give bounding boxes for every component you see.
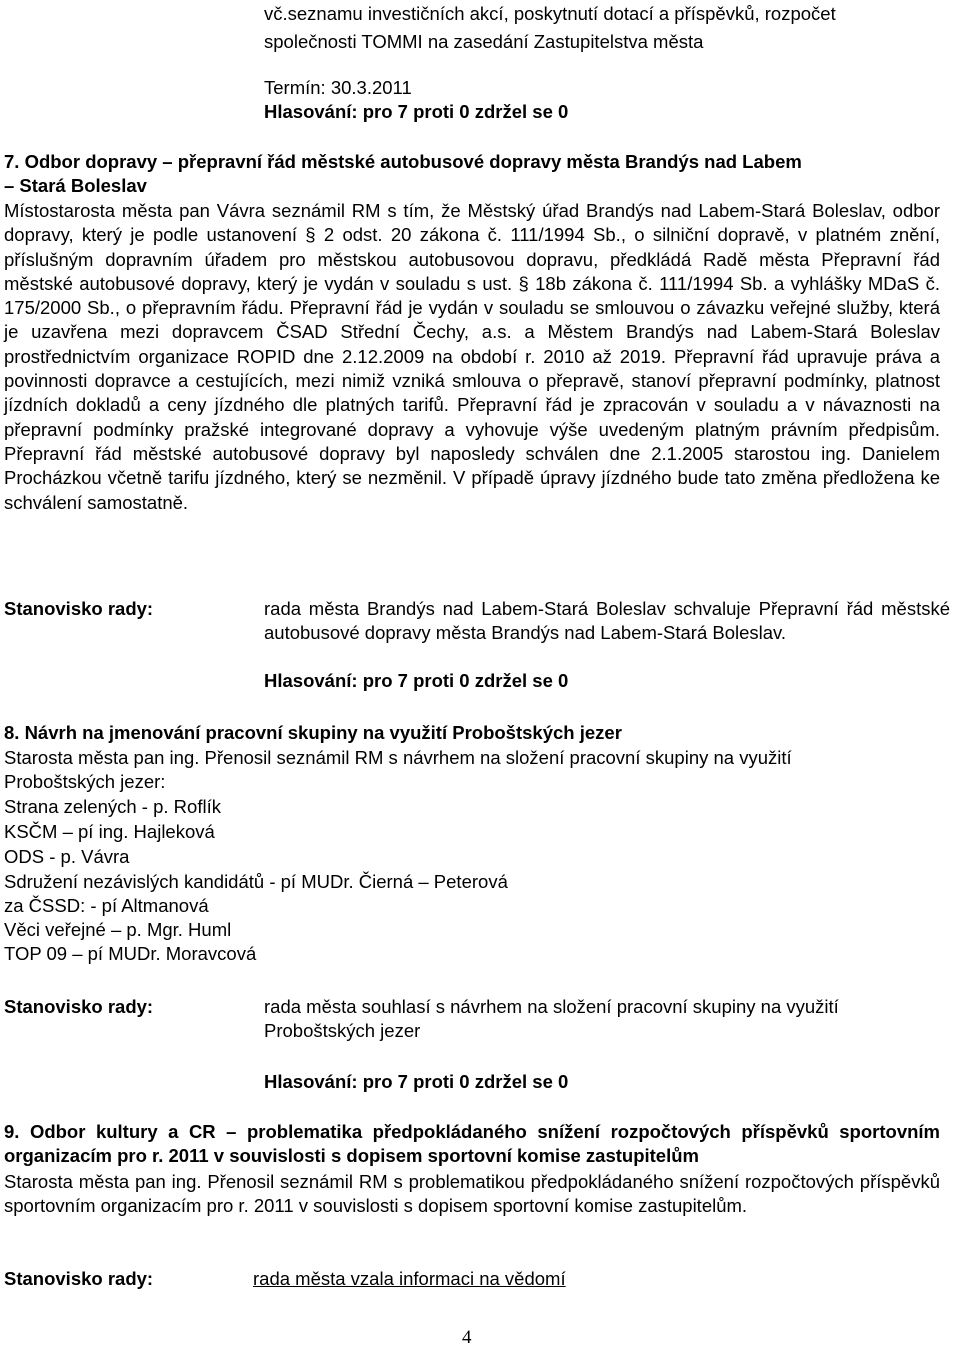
header-termin: Termín: 30.3.2011	[264, 77, 412, 98]
header-line-1: vč.seznamu investičních akcí, poskytnutí dotací a příspěvků, rozpočet	[264, 3, 836, 24]
item8-resolution: rada města souhlasí s návrhem na složení pracovní skupiny na využití Proboštských jezer	[264, 996, 839, 1041]
item7-heading-line-2: – Stará Boleslav	[4, 175, 147, 196]
item8-member: ODS - p. Vávra	[4, 846, 130, 867]
item8-intro-line-2: Proboštských jezer:	[4, 771, 166, 792]
item8-member: Věci veřejné – p. Mgr. Huml	[4, 919, 232, 940]
item9-body: Starosta města pan ing. Přenosil seznámil RM s problematikou předpokládaného snížení rozpočtových příspěvků sportovním organizacím pro r. 2011 v souvislosti s dopisem sportovní komise zastupitelům.	[4, 1171, 940, 1217]
item9-heading: 9. Odbor kultury a CR – problematika předpokládaného snížení rozpočtových příspěvků sportovním organizacím pro r. 2011 v souvislosti s dopisem sportovní komise zastupitelům	[4, 1121, 940, 1167]
item8-member: za ČSSD: - pí Altmanová	[4, 895, 209, 916]
item9-stanovisko-label: Stanovisko rady:	[4, 1268, 154, 1289]
item8-member: TOP 09 – pí MUDr. Moravcová	[4, 943, 257, 964]
item9-resolution: rada města vzala informaci na vědomí	[253, 1268, 566, 1289]
item8-member: Sdružení nezávislých kandidátů - pí MUDr. Čierná – Peterová	[4, 871, 508, 892]
item8-member: Strana zelených - p. Roflík	[4, 796, 221, 817]
item8-intro-line-1: Starosta města pan ing. Přenosil seznámil RM s návrhem na složení pracovní skupiny na využití	[4, 747, 792, 768]
page-number: 4	[462, 1327, 472, 1348]
item8-member: KSČM – pí ing. Hajleková	[4, 821, 215, 842]
item7-stanovisko-label: Stanovisko rady:	[4, 598, 154, 619]
header-vote: Hlasování: pro 7 proti 0 zdržel se 0	[264, 101, 569, 122]
item7-body: Místostarosta města pan Vávra seznámil RM s tím, že Městský úřad Brandýs nad Labem-Stará Boleslav, odbor dopravy, který je podle ustanovení § 2 odst. 20 zákona č. 111/1994 Sb., o silniční dopravě, v platném znění, příslušným dopravním úřadem pro městskou autobusovou dopravu, předkládá Radě města Přepravní řád městské autobusové dopravy, který je vydán v souladu s ust. § 18b zákona č. 111/1994 Sb. a vyhlášky MDaS č. 175/2000 Sb., o přepravním řádu. Přepravní řád je vydán v souladu se smlouvou o závazku veřejné služby, která je uzavřena mezi dopravcem ČSAD Střední Čechy, a.s. a Městem Brandýs nad Labem-Stará Boleslav prostřednictvím organizace ROPID dne 2.12.2009 na období r. 2010 až 2019. Přepravní řád upravuje práva a povinnosti dopravce a cestujících, mezi nimiž vzniká smlouva o přepravě, stanoví přepravní podmínky, platnost jízdních dokladů a ceny jízdného dle platných tarifů. Přepravní řád je zpracován v souladu a v návaznosti na přepravní podmínky pražské integrované dopravy a vyhovuje výše uvedeným platným právním předpisům. Přepravní řád městské autobusové dopravy byl naposledy schválen dne 2.1.2005 starostou ing. Danielem Procházkou včetně tarifu jízdného, který se nezměnil. V případě úpravy jízdného bude tato změna předložena ke schválení samostatně.	[4, 200, 940, 513]
item8-vote: Hlasování: pro 7 proti 0 zdržel se 0	[264, 1071, 569, 1092]
item8-heading: 8. Návrh na jmenování pracovní skupiny na využití Proboštských jezer	[4, 722, 622, 743]
header-line-2: společnosti TOMMI na zasedání Zastupitelstva města	[264, 31, 704, 52]
item8-stanovisko-label: Stanovisko rady:	[4, 996, 154, 1017]
item7-vote: Hlasování: pro 7 proti 0 zdržel se 0	[264, 670, 569, 691]
item7-heading-line-1: 7. Odbor dopravy – přepravní řád městské autobusové dopravy města Brandýs nad Labem	[4, 151, 802, 172]
item7-resolution: rada města Brandýs nad Labem-Stará Boleslav schvaluje Přepravní řád městské autobusové dopravy města Brandýs nad Labem-Stará Boleslav.	[264, 598, 950, 643]
